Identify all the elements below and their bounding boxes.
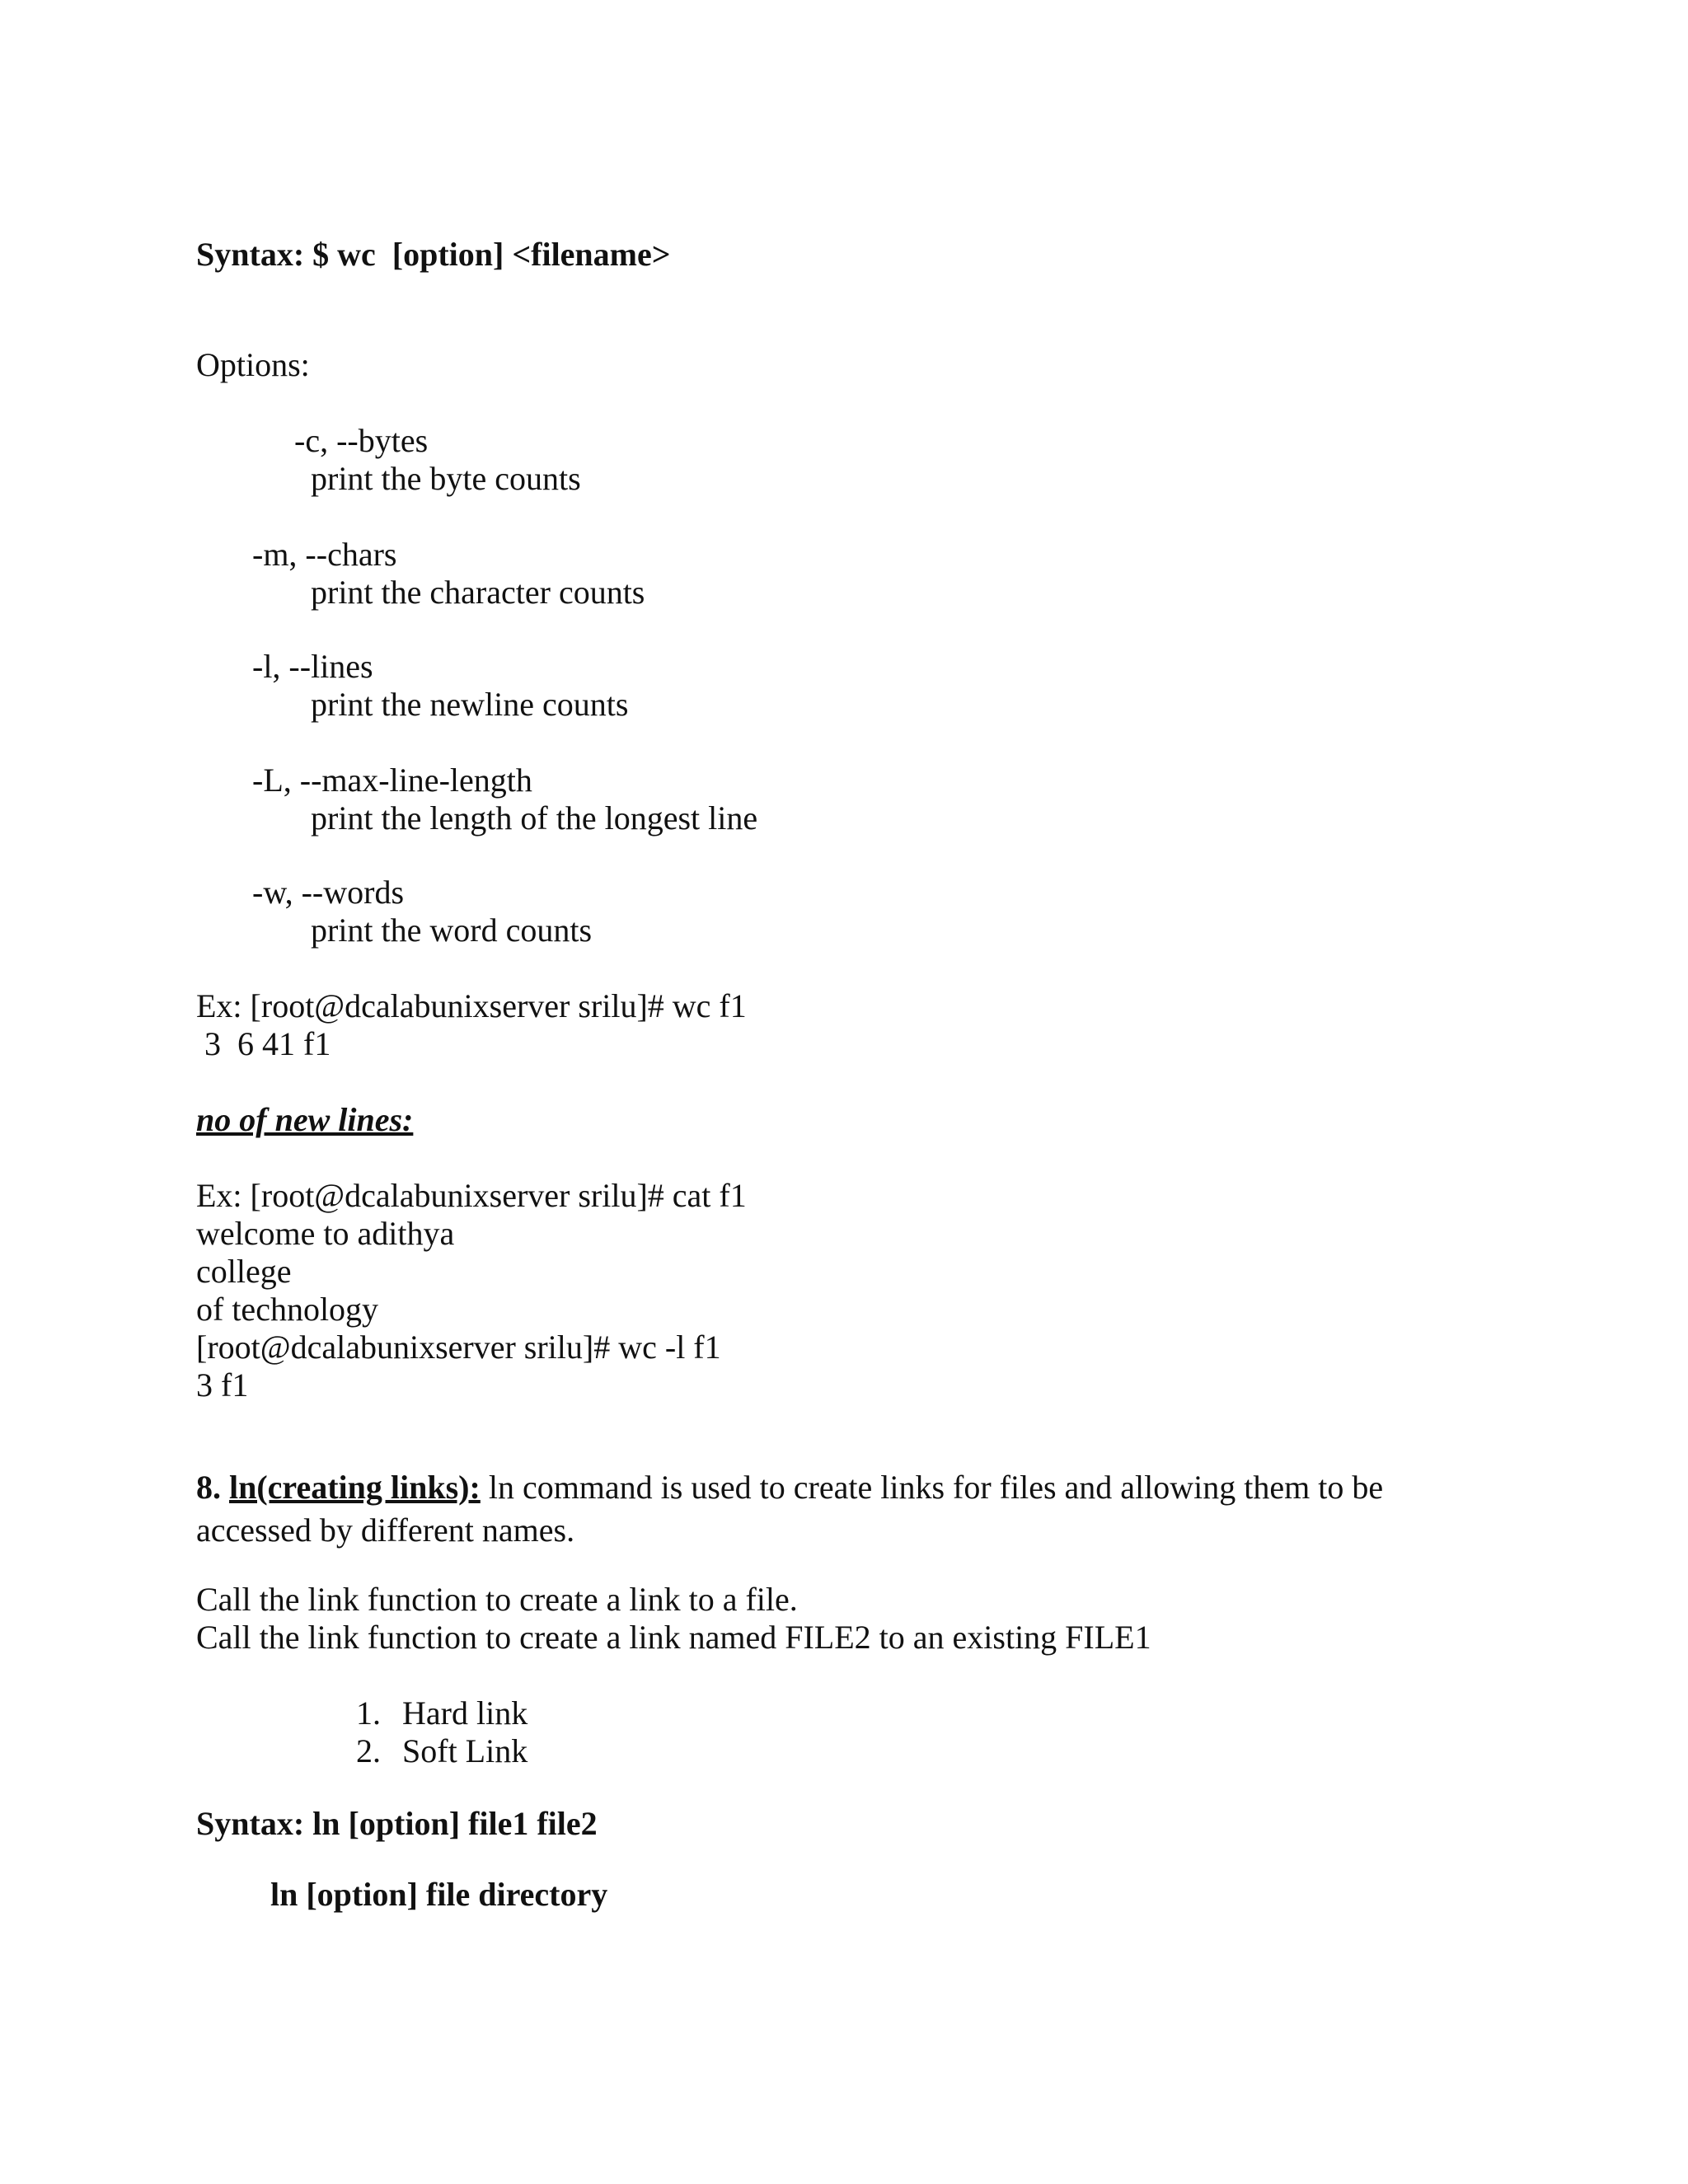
example-line: of technology — [196, 1291, 379, 1328]
list-text: Soft Link — [402, 1732, 528, 1769]
section-desc: ln command is used to create links for files and allowing them to be — [480, 1469, 1384, 1506]
list-number: 2. — [356, 1732, 381, 1769]
section-number: 8. — [196, 1469, 221, 1506]
list-item — [331, 1694, 528, 1732]
example-line: [root@dcalabunixserver srilu]# wc -l f1 — [196, 1329, 721, 1366]
example-line: Ex: [root@dcalabunixserver srilu]# cat f1 — [196, 1177, 747, 1214]
option-desc: print the length of the longest line — [311, 799, 758, 837]
call-text: Call the link function to create a link to a file. — [196, 1581, 798, 1618]
option-desc: print the character counts — [311, 574, 645, 611]
list-item — [331, 1732, 528, 1770]
example-line: 3 f1 — [196, 1366, 249, 1404]
section-title: ln(creating links): — [229, 1469, 481, 1506]
call-text: Call the link function to create a link named FILE2 to an existing FILE1 — [196, 1619, 1151, 1656]
section-desc-cont: accessed by different names. — [196, 1511, 575, 1549]
option-flag: -m, --chars — [252, 536, 397, 573]
ln-syntax: Syntax: ln [option] file1 file2 — [196, 1805, 598, 1842]
wc-syntax: Syntax: $ wc [option] <filename> — [196, 236, 671, 273]
options-heading: Options: — [196, 346, 310, 383]
option-desc: print the word counts — [311, 912, 593, 949]
example-line: college — [196, 1253, 292, 1290]
newlines-heading: no of new lines: — [196, 1101, 414, 1138]
option-desc: print the byte counts — [311, 460, 581, 497]
list-number: 1. — [356, 1694, 381, 1732]
example-line: welcome to adithya — [196, 1215, 455, 1252]
ln-heading — [196, 1469, 1383, 1507]
ln-syntax-alt: ln [option] file directory — [270, 1876, 608, 1913]
example-output: 3 6 41 f1 — [196, 1025, 331, 1062]
option-flag: -L, --max-line-length — [252, 762, 532, 799]
example-command: Ex: [root@dcalabunixserver srilu]# wc f1 — [196, 987, 747, 1024]
list-text: Hard link — [402, 1694, 528, 1732]
option-flag: -c, --bytes — [294, 422, 429, 459]
option-flag: -w, --words — [252, 874, 405, 911]
option-flag: -l, --lines — [252, 648, 373, 685]
option-desc: print the newline counts — [311, 686, 629, 723]
